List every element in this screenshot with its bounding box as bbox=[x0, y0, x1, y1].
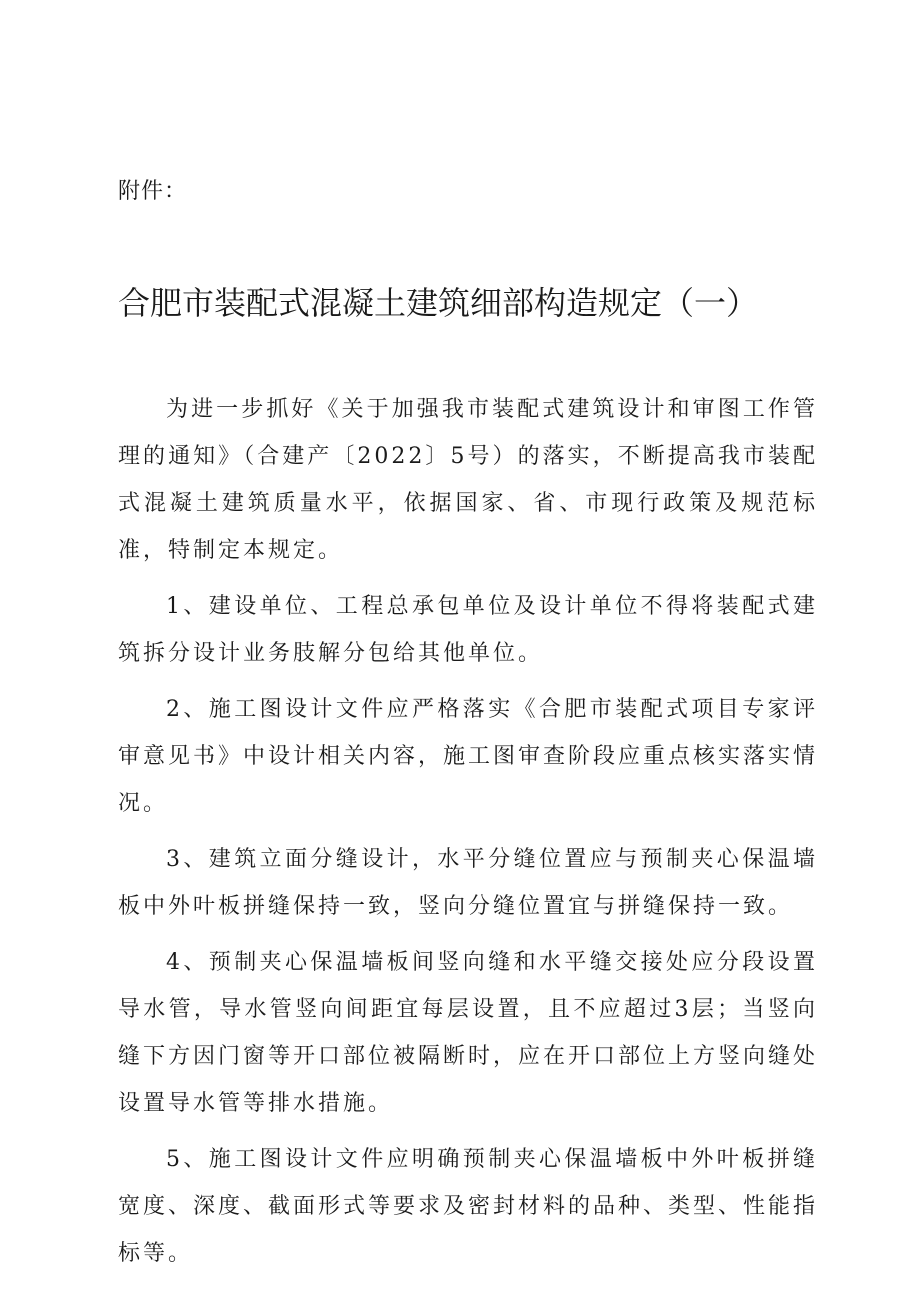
clause-1: 1、建设单位、工程总承包单位及设计单位不得将装配式建筑拆分设计业务肢解分包给其他单位。 bbox=[118, 594, 818, 666]
intro-paragraph: 为进一步抓好《关于加强我市装配式建筑设计和审图工作管理的通知》（合建产〔2022〕5号）的落实，不断提高我市装配式混凝土建筑质量水平，依据国家、省、市现行政策及规范标准，特制定本规定。 bbox=[118, 397, 818, 563]
clause-5: 5、施工图设计文件应明确预制夹心保温墙板中外叶板拼缝宽度、深度、截面形式等要求及密封材料的品种、类型、性能指标等。 bbox=[118, 1147, 819, 1266]
document-body bbox=[118, 386, 818, 1286]
document-title: 合肥市装配式混凝土建筑细部构造规定（一） bbox=[118, 284, 759, 322]
clause-4: 4、预制夹心保温墙板间竖向缝和水平缝交接处应分段设置导水管，导水管竖向间距宜每层设置，且不应超过3层；当竖向缝下方因门窗等开口部位被隔断时，应在开口部位上方竖向缝处设置导水管等排水措施。 bbox=[118, 950, 819, 1116]
attachment-label: 附件： bbox=[118, 179, 188, 204]
clause-3: 3、建筑立面分缝设计，水平分缝位置应与预制夹心保温墙板中外叶板拼缝保持一致，竖向分缝位置宜与拼缝保持一致。 bbox=[118, 847, 818, 919]
clause-2: 2、施工图设计文件应严格落实《合肥市装配式项目专家评审意见书》中设计相关内容，施工图审查阶段应重点核实落实情况。 bbox=[118, 697, 819, 816]
